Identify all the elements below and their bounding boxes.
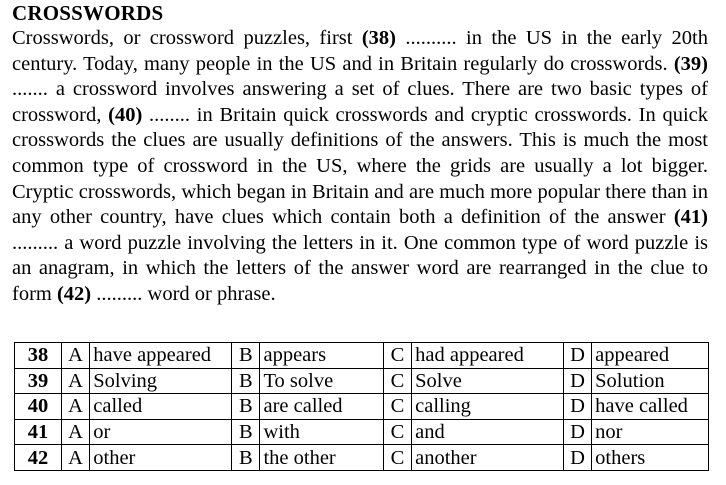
option-letter: A <box>61 445 89 471</box>
option-letter: B <box>232 394 260 420</box>
option-letter: B <box>232 368 260 394</box>
option-text: have appeared <box>90 343 232 369</box>
table-row <box>15 343 709 369</box>
blank-number-38: (38) <box>361 27 397 49</box>
option-text: appears <box>260 343 383 369</box>
option-text: calling <box>412 394 564 420</box>
option-text: and <box>412 419 564 445</box>
option-letter: D <box>563 394 591 420</box>
passage-text <box>12 26 708 308</box>
option-letter: A <box>61 343 89 369</box>
document-title: CROSSWORDS <box>12 1 164 25</box>
option-letter: D <box>563 419 591 445</box>
option-letter: C <box>383 394 411 420</box>
blank-number-42: (42) <box>56 282 92 305</box>
document <box>12 0 708 308</box>
passage-segment: ........ in Britain quick crosswords and cryptic crosswords. In quick crosswords the clues are usually definitions of the answers. This is much the most common type of crossword in the US, where the grids are usually a lot bigger. Cryptic crosswords, which began in Britain and are much more popular there than in any other country, have clues which contain both a definition of the answer <box>12 103 708 229</box>
question-number: 40 <box>15 394 62 420</box>
option-letter: C <box>383 343 411 369</box>
option-text: another <box>412 445 564 471</box>
option-text: Solving <box>90 368 232 394</box>
option-letter: D <box>563 445 591 471</box>
passage-segment: ......... word or phrase. <box>91 282 276 305</box>
blank-number-41: (41) <box>673 206 708 229</box>
option-letter: A <box>61 368 89 394</box>
table-row <box>15 368 709 394</box>
option-text: Solution <box>592 368 709 394</box>
option-text: other <box>90 445 232 471</box>
option-text: had appeared <box>412 343 564 369</box>
option-letter: A <box>61 394 89 420</box>
option-letter: D <box>563 368 591 394</box>
passage-segment: ....... a crossword involves answering a set of clues. There are two basic types of crossword, <box>12 78 708 126</box>
table-row <box>15 394 709 420</box>
option-letter: B <box>232 419 260 445</box>
table-row <box>15 445 709 471</box>
option-text: with <box>260 419 383 445</box>
option-text: are called <box>260 394 383 420</box>
passage-segment: .......... in the US in the early 20th century. Today, many people in the US and in Britain regularly do crosswords. <box>12 27 708 75</box>
option-text: To solve <box>260 368 383 394</box>
option-letter: D <box>563 343 591 369</box>
option-letter: C <box>383 445 411 471</box>
option-text: appeared <box>592 343 709 369</box>
option-letter: B <box>232 445 260 471</box>
passage-segment: Crosswords, or crossword puzzles, first <box>12 27 362 49</box>
question-number: 38 <box>15 343 62 369</box>
question-number: 39 <box>15 368 62 394</box>
option-letter: C <box>383 368 411 394</box>
option-text: the other <box>260 445 383 471</box>
option-text: nor <box>592 419 709 445</box>
option-text: have called <box>592 394 709 420</box>
passage-segment: ......... a word puzzle involving the letters in it. One common type of word puzzle is an anagram, in which the letters of the answer word are rearranged in the clue to form <box>12 231 708 305</box>
question-number: 42 <box>15 445 62 471</box>
question-number: 41 <box>15 419 62 445</box>
option-letter: B <box>232 343 260 369</box>
option-letter: C <box>383 419 411 445</box>
answer-options-table <box>14 342 709 471</box>
option-text: Solve <box>412 368 564 394</box>
blank-number-40: (40) <box>108 103 143 126</box>
option-text: called <box>90 394 232 420</box>
option-text: others <box>592 445 709 471</box>
blank-number-39: (39) <box>673 52 708 75</box>
table-row <box>15 419 709 445</box>
option-letter: A <box>61 419 89 445</box>
option-text: or <box>90 419 232 445</box>
